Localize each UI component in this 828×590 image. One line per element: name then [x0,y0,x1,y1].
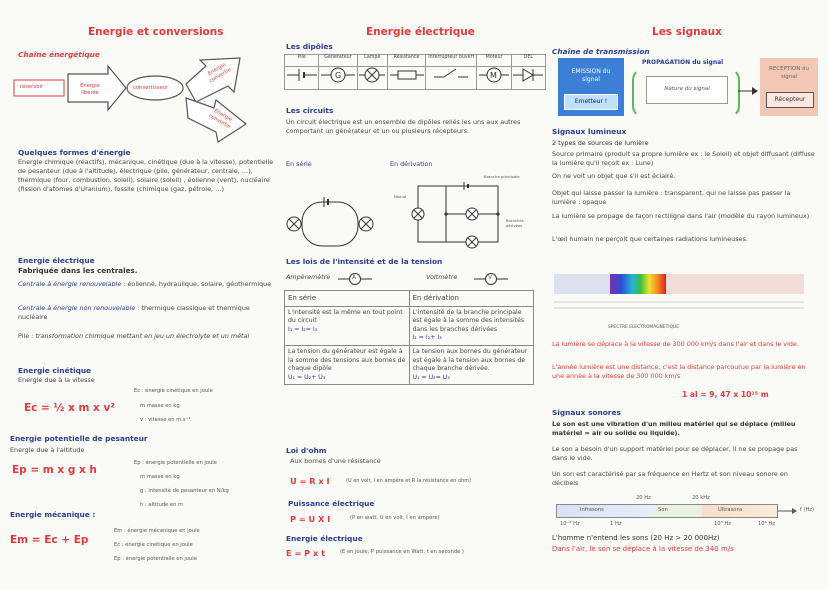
lamp-icon [359,67,385,83]
pot-sub: Energie due à l'altitude [10,446,85,454]
tension-derivation-formula: U₁ = U₂= U₃ [412,373,450,381]
freq-bottom-2: 10³ Hz [714,521,731,527]
meca-heading: Energie mécanique : [10,510,96,519]
pot-legend-2: g : intensité de pesanteur en N/kg [140,488,229,494]
transmission-arrow [738,86,758,96]
elec-nonrenew [18,304,280,322]
transmission-heading: Chaîne de transmission [552,47,650,56]
energie-elec-legend: (E en joule, P puissance en Watt, t en seconde ) [340,549,464,555]
ohm-legend: (U en volt, I en ampère et R la résistance en ohm) [346,478,472,484]
lum-p2: Source primaire (produit sa propre lumière ex : le Soleil) et objet diffusant (diffuse la lumière qu'il reçoit ex : Lune) [552,150,815,167]
band-ultrasons: Ultrasons [718,507,743,513]
recepteur-label: Récepteur [774,96,806,103]
nature-label: Nature du signal [664,86,710,92]
lois-header-derivation: En dérivation [409,291,534,307]
freq-top-20khz: 20 kHz [692,495,710,501]
pile-text: : transformation chimique mettant en jeu un électrolyte et un métal [29,332,250,340]
band-infrasons: Infrasons [580,507,604,513]
elec-heading: Energie électrique [18,256,95,265]
son-p4: L'homme n'entend les sons (20 Hz > 20 000Hz) [552,534,720,542]
led-icon [513,67,543,83]
meca-legend-1: Ec : énergie cinétique en joule [114,542,193,548]
dipole-header-interrupteur: Interrupteur ouvert [426,55,477,67]
dipole-header-lampe: Lampe [357,55,387,67]
svg-text:M: M [490,71,497,80]
ohm-heading: Loi d'ohm [286,446,327,455]
al-value: 1 al = 9, 47 x 10¹⁵ m [682,390,769,399]
dipole-header-resistance: Résistance [387,55,425,67]
freq-bottom-3: 10⁶ Hz [758,521,775,527]
frequency-axis-arrow [778,507,798,515]
svg-text:G: G [335,71,342,80]
elec-renew-label: Centrale à énergie renouvelable [18,280,122,288]
ohm-formula: U = R x I [290,476,330,486]
intensite-derivation-formula: I₁ = I₂+ I₃ [412,334,442,342]
col1-title: Energie et conversions [88,26,224,38]
lum-p4: Objet qui laisse passer la lumière : transparent, qui ne laisse pas passer la lumière : opaque [552,189,791,206]
son-p1: Le son est une vibration d'un milieu matériel qui se déplace (milieu matériel = air ou solide ou liquide). [552,420,796,437]
freq-top-20hz: 20 Hz [636,495,651,501]
dipole-header-generateur: Générateur [319,55,357,67]
voltmetre-label: Voltmètre [426,273,458,281]
intensite-serie-formula: I₁ = I₂= I₃ [288,325,318,333]
dipoles-table [284,54,546,90]
cin-formula: Ec = ½ x m x v² [24,402,115,414]
derivation-circuit-diagram [408,174,518,246]
al-def: L'année lumière est une distance, c'est la distance parcourue par la lumière en une année à la vitesse de 300 000 km/s [552,363,806,380]
propagation-label: PROPAGATION du signal [642,59,724,66]
deriv-annotation-noeud: Noeud [394,194,407,199]
ammeter-symbol: A [352,274,357,281]
elec-nonrenew-text: : thermique classique et thermique nucléaire [18,304,250,321]
freq-unit: f (Hz) [800,507,815,513]
cin-legend-0: Ec : énergie cinétique en joule [134,388,213,394]
energie-elec-heading: Energie électrique [286,534,363,543]
chain-heading: Chaîne énergétique [18,50,100,59]
son-p3: Un son est caractérisé par sa fréquence en Hertz et son niveau sonore en décibels [552,470,788,487]
dipole-header-pile: Pile [285,55,319,67]
chain-energie-convertie-2: Energie convertie [207,108,234,131]
lampe-symbol-cell [357,67,387,90]
pot-heading: Energie potentielle de pesanteur [10,434,148,443]
resistance-symbol-cell [387,67,425,90]
dipoles-heading: Les dipôles [286,42,333,51]
pot-legend-0: Ep : énergie potentielle en joule [134,460,217,466]
motor-icon [479,67,509,83]
lum-p1: 2 types de sources de lumière [552,139,649,147]
puiss-formula: P = U X I [290,514,331,524]
reception-label: RECEPTION du signal [768,66,810,80]
chain-reservoir: réservoir [20,84,44,90]
lois-heading: Les lois de l'intensité et de la tension [286,257,443,266]
electromagnetic-spectrum [554,258,804,328]
col3-title: Les signaux [652,26,722,38]
chain-energie-liberee: Energie libérée [80,83,100,96]
elec-nonrenew-label: Centrale à énergie non renouvelable [18,304,136,312]
cin-legend-1: m masse en kg [140,403,180,409]
lum-p3: On ne voit un objet que s'il est éclairé. [552,172,676,180]
pile-label: Pile [18,332,30,340]
intensite-derivation-text: L'intensité de la branche principale est égale à la somme des intensités dans les branches dérivées [412,308,525,333]
puiss-legend: (P en watt, U en volt, I en ampère) [350,515,440,521]
deriv-annotation-branches-derivees: Branches dérivées [506,218,524,228]
freq-bottom-1: 1 Hz [610,521,622,527]
generator-icon [321,67,355,83]
son-p5: Dans l'air, le son se déplace à la vitesse de 340 m/s [552,545,734,553]
lum-p6: L'œil humain ne perçoit que certaines radiations lumineuses. [552,235,748,243]
circuits-text: Un circuit électrique est un ensemble de dipôles reliés les uns aux autres comportant un générateur et un ou plusieurs récepteurs. [286,118,521,135]
tension-serie-text: La tension du générateur est égale à la somme des tensions aux bornes de chaque dipôle [288,347,406,373]
pot-legend-1: m masse en kg [140,474,180,480]
dipole-header-del: DEL [511,55,545,67]
lum-heading: Signaux lumineux [552,127,627,136]
meca-legend-0: Em : énergie mécanique en joule [114,528,200,534]
derivation-label: En dérivation [390,160,433,168]
energie-elec-formula: E = P x t [286,548,326,558]
meca-formula: Em = Ec + Ep [10,534,89,546]
tension-derivation-text: La tension aux bornes du générateur est égale à la tension aux bornes de chaque branche dérivée. [412,347,528,373]
meca-legend-2: Ep : énergie potentielle en joule [114,556,197,562]
lum-p5: La lumière se propage de façon rectiligne dans l'air (modèle du rayon lumineux) [552,212,810,220]
moteur-symbol-cell [477,67,511,90]
elec-renew [18,280,280,289]
circuits-heading: Les circuits [286,106,334,115]
elec-renew-text: : éolienne, hydraulique, solaire, géothermique [121,280,272,288]
interrupteur-symbol-cell [426,67,477,90]
pot-legend-3: h : altitude en m [140,502,184,508]
ohm-sub: Aux bornes d'une résistance [290,457,381,465]
serie-circuit-diagram [284,196,384,256]
column-energie-electrique [284,0,546,590]
chain-convertisseur: convertisseur [133,85,169,91]
son-heading: Signaux sonores [552,408,621,417]
chain-energie-convertie-1: Energie convertie [206,62,233,85]
puiss-heading: Puissance électrique [288,499,375,508]
pile-note [18,332,280,341]
lois-header-serie: En série [285,291,410,307]
serie-label: En série [286,160,312,168]
pile-icon [287,67,317,83]
amperemetre-label: Ampèremètre [286,273,331,281]
intensite-serie-text: L'intensité est la même en tout point du circuit [288,308,403,325]
lois-cell [409,306,534,345]
lois-table [284,290,534,385]
cin-heading: Energie cinétique [18,366,92,375]
deriv-annotation-branche-principale: Branche principale [484,174,520,179]
lois-cell [285,345,410,384]
emetteur-label: Emetteur ! [574,98,608,105]
tension-serie-formula: U₁ = U₂+ U₃ [288,373,326,381]
lois-cell [409,345,534,384]
pile-symbol-cell [285,67,319,90]
resistor-icon [390,67,424,83]
col2-title: Energie électrique [366,26,475,38]
forms-text: Energie chimique (réactifs), mécanique, cinétique (due à la vitesse), potentielle de pesanteur (due à l'altitude), électrique (pile, générateur, centrale, …), thermique (four, combustion, soleil), solaire (soleil) , éolienne (vent), nucléaire (fission d'atomes d'Uranium), fossile (chimique (gaz, pétrole, …) [18,158,274,193]
emission-label: EMISSION du signal [571,68,611,83]
lois-cell [285,306,410,345]
switch-open-icon [434,67,468,83]
elec-fab: Fabriquée dans les centrales. [18,266,138,275]
band-son: Son [658,507,668,513]
del-symbol-cell [511,67,545,90]
voltmeter-symbol: V [488,274,493,281]
cin-sub: Energie due à la vitesse [18,376,95,384]
forms-heading: Quelques formes d'énergie [18,148,131,157]
freq-bottom-0: 10⁻³ Hz [560,521,580,527]
dipole-header-moteur: Moteur [477,55,511,67]
generateur-symbol-cell [319,67,357,90]
son-p2: Le son a besoin d'un support matériel pour se déplacer, il ne se propage pas dans le vide. [552,445,798,462]
spectrum-caption: SPECTRE ELECTROMAGNETIQUE [608,325,680,330]
cin-legend-2: v : vitesse en m.s⁻¹ [140,417,191,423]
pot-formula: Ep = m x g x h [12,464,97,476]
lum-speed: La lumière se déplace à la vitesse de 300 000 km/s dans l'air et dans le vide. [552,340,799,348]
